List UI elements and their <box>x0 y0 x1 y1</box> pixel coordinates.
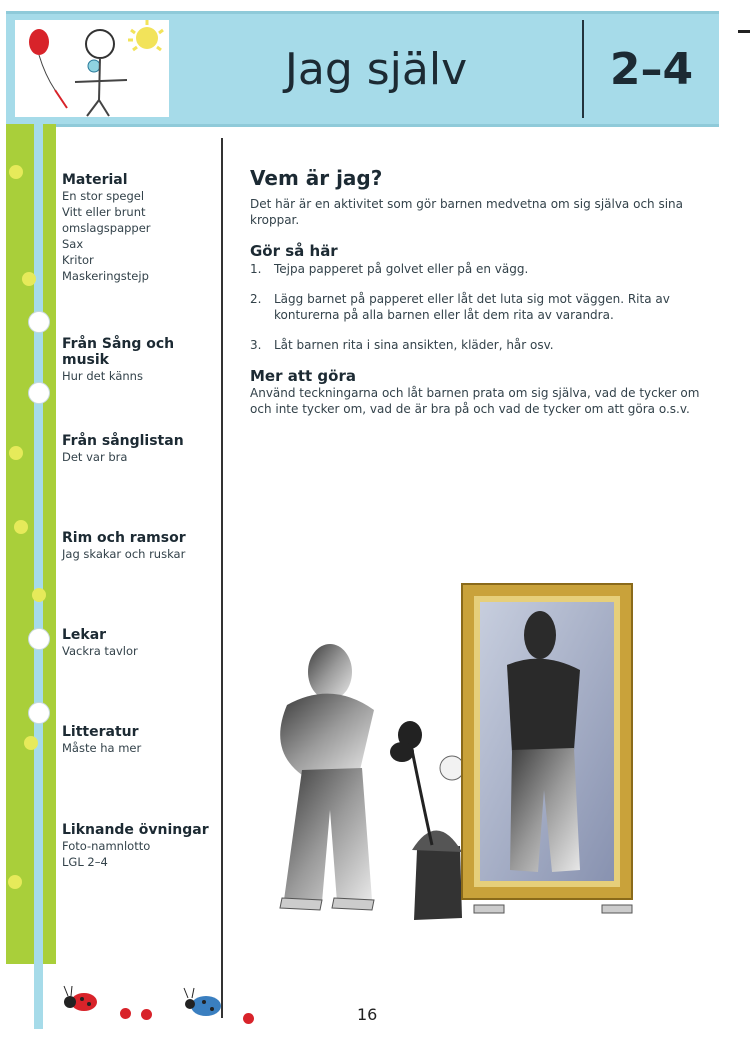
edge-mark <box>738 30 750 33</box>
step-text: Låt barnen rita i sina ansikten, kläder, hår osv. <box>274 338 554 352</box>
page-header <box>6 11 719 127</box>
list-item: LGL 2–4 <box>62 855 108 869</box>
section-heading: Liknande övningar <box>62 822 209 838</box>
page-title: Jag själv <box>284 43 468 95</box>
page-number: 16 <box>357 1005 378 1024</box>
list-item: Kritor <box>62 253 94 267</box>
list-item: Vitt eller brunt <box>62 205 146 219</box>
list-item: Det var bra <box>62 450 128 464</box>
binder-hole <box>28 702 50 724</box>
activity-title: Vem är jag? <box>250 166 383 190</box>
list-item: Maskeringstejp <box>62 269 149 283</box>
list-item: Sax <box>62 237 84 251</box>
step-number: 2. <box>250 292 262 306</box>
list-item: Vackra tavlor <box>62 644 138 658</box>
decor-dot <box>9 165 23 179</box>
binder-strip-blue <box>34 124 43 1029</box>
list-item <box>250 261 700 277</box>
list-item: En stor spegel <box>62 189 145 203</box>
list-item: Jag skakar och ruskar <box>62 547 186 561</box>
decor-dot <box>14 520 28 534</box>
ladybug-icon <box>58 982 100 1022</box>
step-number: 3. <box>250 338 262 352</box>
binder-strip <box>6 124 56 964</box>
decor-dot <box>22 272 36 286</box>
list-item: omslagspapper <box>62 221 151 235</box>
column-divider <box>221 138 223 1018</box>
section-heading: Lekar <box>62 627 107 643</box>
blue-beetle-icon <box>180 986 228 1026</box>
section-heading: Litteratur <box>62 724 139 740</box>
steps-list <box>250 261 700 353</box>
decor-dot <box>9 446 23 460</box>
binder-hole <box>28 311 50 333</box>
list-item <box>250 337 700 353</box>
age-code: 2–4 <box>609 43 694 95</box>
sidebar-section-litteratur <box>62 724 217 756</box>
list-item: Hur det känns <box>62 369 143 383</box>
sidebar-section-sanglistan <box>62 433 217 465</box>
binder-hole <box>28 628 50 650</box>
list-item <box>250 291 700 323</box>
red-dot <box>141 1009 152 1020</box>
decor-dot <box>24 736 38 750</box>
sidebar-section-liknande-ovningar <box>62 822 217 870</box>
binder-hole <box>28 382 50 404</box>
section-heading: Från Sång och musik <box>62 336 175 368</box>
red-dot <box>243 1013 254 1024</box>
section-heading: Rim och ramsor <box>62 530 186 546</box>
sidebar-section-rim-och-ramsor <box>62 530 217 562</box>
sidebar-section-material <box>62 172 217 284</box>
step-text: Lägg barnet på papperet eller låt det luta sig mot väggen. Rita av konturerna på alla barnen eller låt dem rita av varandra. <box>274 292 670 322</box>
more-heading: Mer att göra <box>250 367 356 385</box>
section-heading: Material <box>62 172 128 188</box>
step-text: Tejpa papperet på golvet eller på en vägg. <box>274 262 529 276</box>
sidebar-section-lekar <box>62 627 217 659</box>
decor-dot <box>8 875 22 889</box>
intro-text: Det här är en aktivitet som gör barnen medvetna om sig själva och sina kroppar. <box>250 197 684 227</box>
list-item: Måste ha mer <box>62 741 142 755</box>
mirror-illustration <box>262 580 642 925</box>
section-heading: Från sånglistan <box>62 433 184 449</box>
list-item: Foto-namnlotto <box>62 839 151 853</box>
red-dot <box>120 1008 131 1019</box>
child-drawing-illustration <box>15 20 169 117</box>
howto-heading: Gör så här <box>250 242 338 260</box>
mirror-frame <box>462 584 632 913</box>
more-text: Använd teckningarna och låt barnen prata om sig själva, vad de tycker om och inte tycker om, vad de är bra på och vad de tycker om att göra o.s.v. <box>250 386 700 416</box>
step-number: 1. <box>250 262 262 276</box>
main-content <box>250 166 700 417</box>
boy-figure <box>280 644 374 910</box>
decor-dot <box>32 588 46 602</box>
sidebar-section-sang-och-musik <box>62 336 217 384</box>
